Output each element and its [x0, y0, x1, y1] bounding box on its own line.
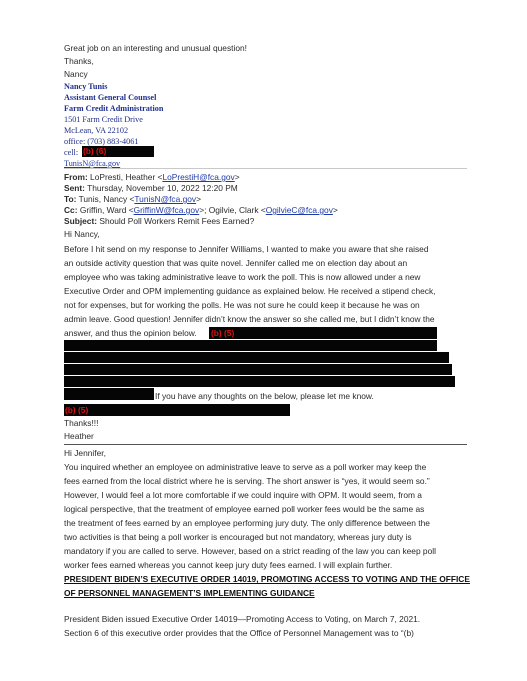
redaction-box	[64, 388, 154, 400]
cc-value-2: >; Ogilvie, Clark <	[199, 205, 266, 215]
signature-address-2: McLean, VA 22102	[64, 126, 129, 135]
cc-email-link-2[interactable]: OgilvieC@fca.gov	[265, 205, 333, 215]
to-row	[64, 194, 201, 205]
section-heading-line-2: OF PERSONNEL MANAGEMENT’S IMPLEMENTING GUIDANCE	[64, 588, 315, 598]
to-value: Tunis, Nancy <	[76, 194, 135, 204]
body1-thanks: Thanks!!!	[64, 418, 99, 428]
from-label: From:	[64, 172, 88, 182]
cc-email-link-1[interactable]: GriffinW@fca.gov	[133, 205, 200, 215]
redaction-label: (b) (5)	[211, 328, 235, 338]
subject-value: Should Poll Workers Remit Fees Earned?	[97, 216, 255, 226]
signature-email-link[interactable]: TunisN@fca.gov	[64, 159, 121, 168]
redaction-box	[64, 340, 437, 351]
intro-line: Great job on an interesting and unusual question!	[64, 43, 247, 53]
section-heading-line-1: PRESIDENT BIDEN’S EXECUTIVE ORDER 14019, PROMOTING ACCESS TO VOTING AND THE OFFICE	[64, 574, 470, 584]
body2-line-3: However, I would feel a lot more comfortable if we could inquire with OPM. It would seem, from a	[64, 490, 422, 500]
divider	[64, 444, 467, 445]
redaction-box	[64, 404, 290, 416]
to-label: To:	[64, 194, 77, 204]
body1-after-redaction: If you have any thoughts on the below, please let me know.	[155, 391, 374, 401]
body2-section-line-1: President Biden issued Executive Order 14019—Promoting Access to Voting, on March 7, 2021.	[64, 614, 421, 624]
body1-line-2: an outside activity question that was quite novel. Jennifer called me on election day about an	[64, 258, 408, 268]
body2-line-2: fees earned from the local district where he is serving. The short answer is “yes, it would seem so.”	[64, 476, 430, 486]
signature-address-1: 1501 Farm Credit Drive	[64, 115, 143, 124]
from-value: LoPresti, Heather <	[87, 172, 163, 182]
cell-redaction-box	[82, 146, 154, 157]
from-email-link[interactable]: LoPrestiH@fca.gov	[162, 172, 235, 182]
body2-line-4: logical perspective, that the treatment of employee earned poll worker fees would be the same as	[64, 504, 425, 514]
redaction-box	[209, 327, 437, 339]
body1-greeting: Hi Nancy,	[64, 229, 100, 239]
redaction-box	[64, 376, 455, 387]
body2-line-8: worker fees earned whereas you cannot keep jury duty fees earned. I will explain further.	[64, 560, 393, 570]
redaction-label: (b) (5)	[65, 405, 89, 415]
signature-office-phone: office: (703) 883-4061	[64, 137, 139, 146]
subject-label: Subject:	[64, 216, 98, 226]
body1-line-6: admin leave. Good question! Jennifer didn’t know the answer so she called me, but I didn’t know the	[64, 314, 435, 324]
body2-greeting: Hi Jennifer,	[64, 448, 106, 458]
intro-name: Nancy	[64, 69, 88, 79]
divider	[64, 168, 467, 169]
signature-cell-label: cell:	[64, 148, 79, 157]
signature-title: Assistant General Counsel	[64, 93, 157, 102]
body1-line-5: not for expenses, but for working the polls. He was not sure he could keep it because he was on	[64, 300, 420, 310]
body1-line-7: answer, and thus the opinion below.	[64, 328, 197, 338]
body1-line-3: employee who was taking administrative leave to work the poll. This is now allowed under a new	[64, 272, 421, 282]
to-close: >	[196, 194, 202, 204]
redaction-box	[64, 352, 449, 363]
redaction-box	[64, 364, 452, 375]
sent-value: Thursday, November 10, 2022 12:20 PM	[84, 183, 238, 193]
body2-section-line-2: Section 6 of this executive order provides that the Office of Personnel Management was to “(b)	[64, 628, 414, 638]
body2-line-5: the treatment of fees earned by an employee performing jury duty. The only difference between the	[64, 518, 430, 528]
cc-row	[64, 205, 338, 216]
signature-name: Nancy Tunis	[64, 82, 108, 91]
sent-label: Sent:	[64, 183, 85, 193]
subject-row	[64, 216, 254, 227]
body1-line-4: Executive Order and OPM implementing guidance as explained below. He received a stipend check,	[64, 286, 436, 296]
cc-value-1: Griffin, Ward <	[77, 205, 134, 215]
body2-line-6: two activities is that being a poll worker is encouraged but not mandatory, whereas jury duty is	[64, 532, 412, 542]
signature-org: Farm Credit Administration	[64, 104, 164, 113]
sent-row	[64, 183, 238, 194]
body1-line-1: Before I hit send on my response to Jennifer Williams, I wanted to make you aware that she raised	[64, 244, 429, 254]
body1-signoff: Heather	[64, 431, 94, 441]
cc-close: >	[332, 205, 338, 215]
body2-line-1: You inquired whether an employee on administrative leave to serve as a poll worker may keep the	[64, 462, 427, 472]
body2-line-7: mandatory if you are called to serve. However, based on a strict reading of the law you can keep poll	[64, 546, 436, 556]
intro-thanks: Thanks,	[64, 56, 94, 66]
cc-label: Cc:	[64, 205, 78, 215]
from-row	[64, 172, 240, 183]
from-close: >	[234, 172, 240, 182]
to-email-link[interactable]: TunisN@fca.gov	[134, 194, 197, 204]
cell-redaction-label: (b) (6)	[83, 146, 107, 156]
